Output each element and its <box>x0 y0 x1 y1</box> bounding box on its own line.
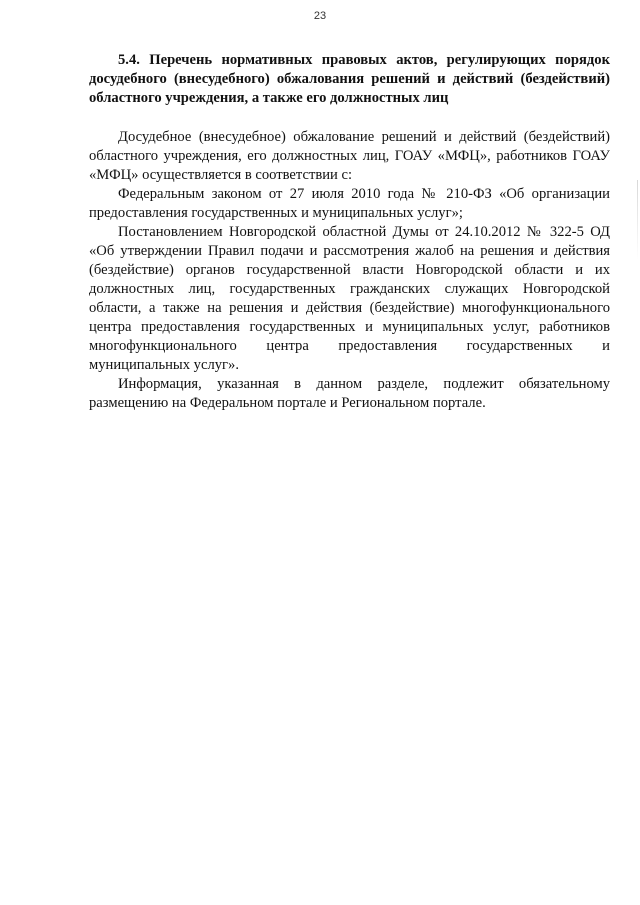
paragraph-regional-resolution: Постановлением Новгородской областной Думы от 24.10.2012 № 322-5 ОД «Об утверждении Правил подачи и рассмотрения жалоб на решения и действия (бездействие) органов государственной власти Новгородской области и их должностных лиц, государственных гражданских служащих Новгородской области, а также на решения и действия (бездействие) многофункционального центра предоставления государственных и муниципальных услуг, работников многофункционального центра предоставления государственных и муниципальных услуг». <box>89 224 610 373</box>
paragraph-intro: Досудебное (внесудебное) обжалование решений и действий (бездействий) областного учреждения, его должностных лиц, ГОАУ «МФЦ», работников ГОАУ «МФЦ» осуществляется в соответствии с: <box>89 129 610 183</box>
section-heading: 5.4. Перечень нормативных правовых актов, регулирующих порядок досудебного (внесудебного) обжалования решений и действий (бездействий) областного учреждения, а также его должностных лиц <box>89 52 610 106</box>
paragraph-federal-law: Федеральным законом от 27 июля 2010 года № 210-ФЗ «Об организации предоставления государственных и муниципальных услуг»; <box>89 186 610 221</box>
section-body <box>89 51 610 413</box>
paragraph-publication: Информация, указанная в данном разделе, подлежит обязательному размещению на Федеральном портале и Региональном портале. <box>89 376 610 411</box>
page-number: 23 <box>313 10 327 22</box>
scan-margin-artifact <box>637 180 638 260</box>
